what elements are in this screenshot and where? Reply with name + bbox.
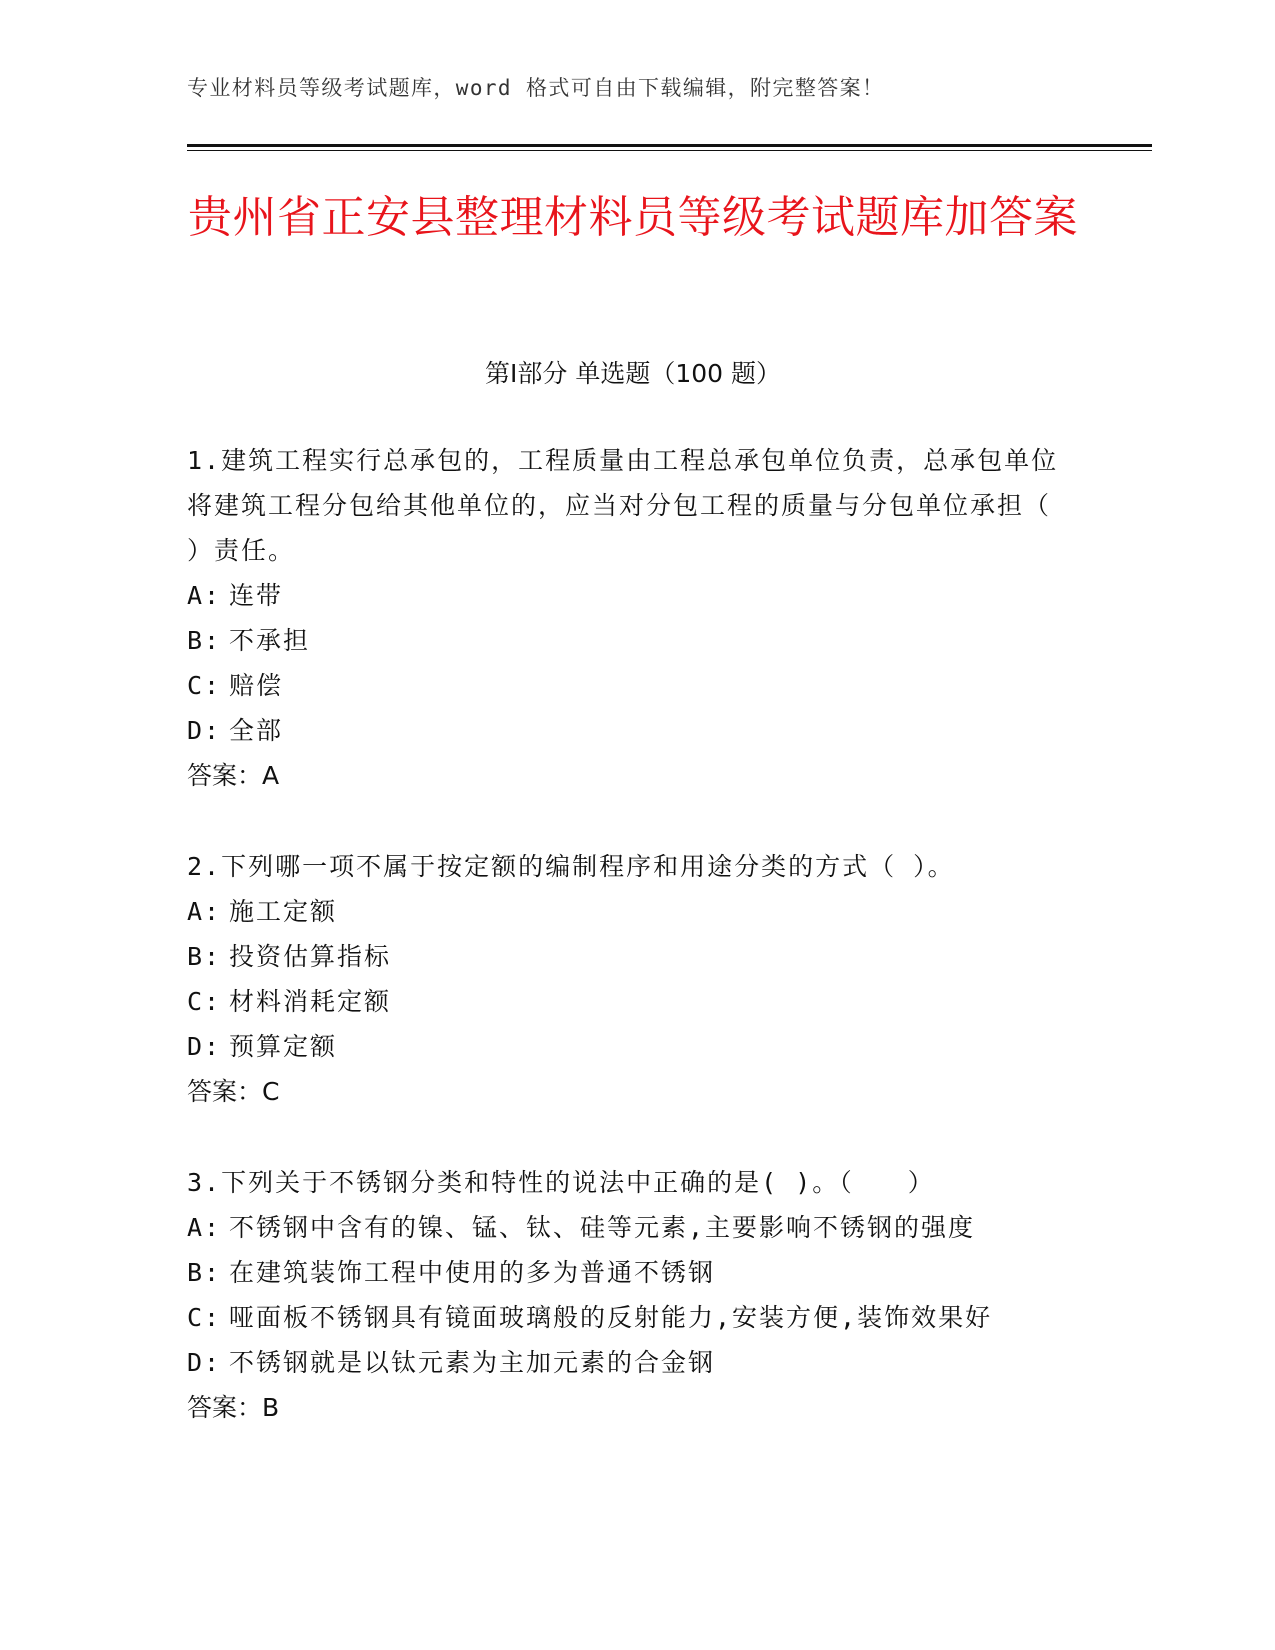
option-text: 不承担 <box>229 626 311 655</box>
option-letter: B: <box>187 942 222 971</box>
option-letter: D: <box>187 1348 222 1377</box>
header-rule <box>187 144 1152 147</box>
option-a <box>187 573 1067 618</box>
option-letter: A: <box>187 897 222 926</box>
question-stem: 3.下列关于不锈钢分类和特性的说法中正确的是( )。（ ） <box>187 1168 935 1197</box>
option-a <box>187 1205 1067 1250</box>
option-a <box>187 889 1067 934</box>
option-text: 连带 <box>229 581 284 610</box>
option-b <box>187 1250 1067 1295</box>
answer-line: 答案：B <box>187 1393 280 1422</box>
option-text: 在建筑装饰工程中使用的多为普通不锈钢 <box>229 1258 716 1287</box>
option-text: 全部 <box>229 716 284 745</box>
option-c <box>187 663 1067 708</box>
option-text: 赔偿 <box>229 671 284 700</box>
option-letter: C: <box>187 1303 222 1332</box>
option-letter: D: <box>187 716 222 745</box>
option-c <box>187 1295 1067 1340</box>
header-rule-thin <box>187 150 1152 151</box>
option-text: 不锈钢就是以钛元素为主加元素的合金钢 <box>229 1348 716 1377</box>
option-letter: A: <box>187 581 222 610</box>
option-d <box>187 1024 1067 1069</box>
option-d <box>187 708 1067 753</box>
document-title: 贵州省正安县整理材料员等级考试题库加答案 <box>188 192 1078 243</box>
option-text: 投资估算指标 <box>229 942 392 971</box>
option-d <box>187 1340 1067 1385</box>
option-b <box>187 934 1067 979</box>
option-letter: D: <box>187 1032 222 1061</box>
option-text: 哑面板不锈钢具有镜面玻璃般的反射能力,安装方便,装饰效果好 <box>229 1303 993 1332</box>
page-header-text: 专业材料员等级考试题库，word 格式可自由下载编辑，附完整答案！ <box>187 76 885 100</box>
option-text: 材料消耗定额 <box>229 987 392 1016</box>
option-b <box>187 618 1067 663</box>
option-letter: C: <box>187 671 222 700</box>
question-2 <box>187 844 1067 1114</box>
option-letter: B: <box>187 626 222 655</box>
option-text: 不锈钢中含有的镍、锰、钛、硅等元素,主要影响不锈钢的强度 <box>229 1213 976 1242</box>
question-list <box>187 438 1067 1476</box>
question-1 <box>187 438 1067 798</box>
option-letter: A: <box>187 1213 222 1242</box>
answer-line: 答案：C <box>187 1077 280 1106</box>
option-letter: C: <box>187 987 222 1016</box>
section-title: 第Ⅰ部分 单选题（100 题） <box>485 359 781 388</box>
question-stem: 2.下列哪一项不属于按定额的编制程序和用途分类的方式（ ）。 <box>187 852 955 881</box>
option-text: 施工定额 <box>229 897 338 926</box>
answer-line: 答案：A <box>187 761 280 790</box>
option-c <box>187 979 1067 1024</box>
option-letter: B: <box>187 1258 222 1287</box>
option-text: 预算定额 <box>229 1032 338 1061</box>
question-3 <box>187 1160 1067 1430</box>
question-stem: 1.建筑工程实行总承包的，工程质量由工程总承包单位负责，总承包单位将建筑工程分包给其他单位的，应当对分包工程的质量与分包单位承担（ ）责任。 <box>187 446 1059 565</box>
